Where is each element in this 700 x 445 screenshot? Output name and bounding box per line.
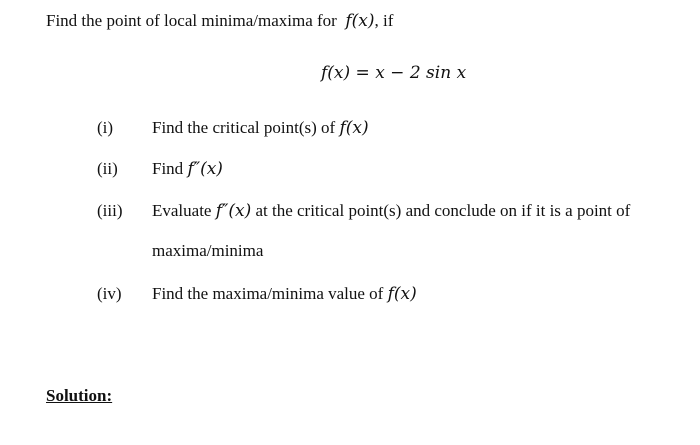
intro-text: Find the point of local minima/maxima for [46, 11, 337, 30]
solution-heading: Solution: [46, 386, 113, 405]
part-text-continuation: maxima/minima [152, 241, 264, 260]
question-intro [46, 10, 393, 32]
part-text [152, 200, 630, 222]
intro-function: f(x) [345, 11, 375, 31]
part-math: f(x) [339, 118, 369, 138]
part-text-plain: Find the maxima/minima value of [152, 284, 388, 303]
part-number: (i) [97, 118, 114, 137]
part-math: f″(x) [187, 159, 223, 179]
function-formula: f(x) = x − 2 sin x [321, 63, 467, 83]
part-text [152, 283, 417, 305]
part-number: (iii) [97, 201, 123, 220]
part-text [152, 117, 369, 139]
part-text-plain: Find the critical point(s) of [152, 118, 340, 137]
part-text-plain: Find [152, 159, 188, 178]
part-text-plain-b: at the critical point(s) and conclude on if it is a point of [251, 201, 631, 220]
part-number: (ii) [97, 159, 118, 178]
part-math: f(x) [387, 284, 417, 304]
part-math: f″(x) [215, 201, 252, 221]
part-number: (iv) [97, 284, 122, 303]
part-text [152, 158, 223, 180]
intro-suffix: , if [374, 11, 394, 30]
part-text-plain: Evaluate [152, 201, 216, 220]
